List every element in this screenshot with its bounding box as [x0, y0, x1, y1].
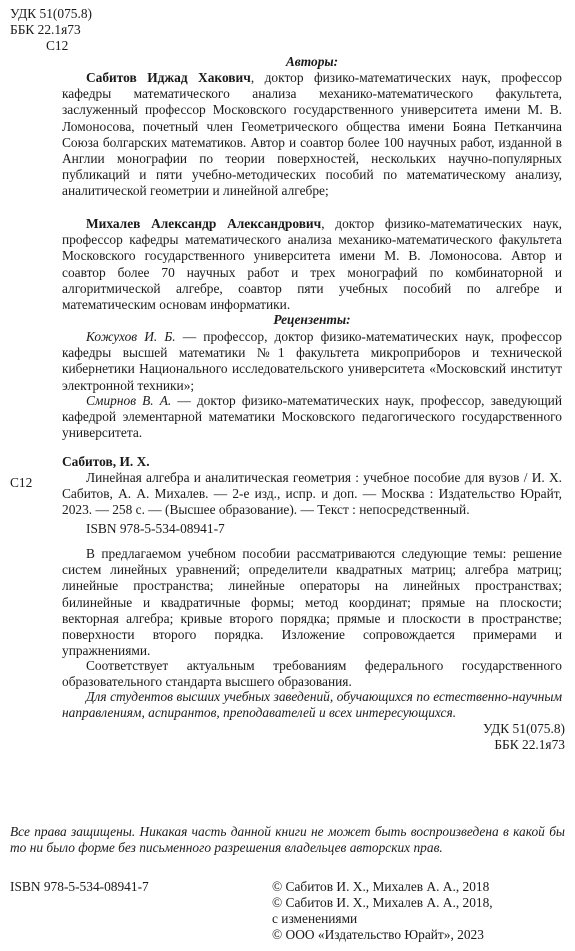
catalog-abstract-2: Соответствует актуальным требованиям федерального государственного образовательного стандарта высшего образования.: [62, 658, 562, 690]
author2-block: [62, 216, 562, 313]
reviewers-heading: Рецензенты:: [273, 312, 351, 327]
catalog-audience: Для студентов высших учебных заведений, обучающихся по естественно-научным направлениям, аспирантов, преподавателей и всех интересующихся.: [62, 689, 562, 721]
footer-isbn: ISBN 978-5-534-08941-7: [10, 879, 149, 894]
copyright-3: © ООО «Издательство Юрайт», 2023: [272, 927, 484, 942]
author1-name: Сабитов Иджад Хакович: [86, 70, 251, 85]
reviewer1-block: [62, 329, 562, 394]
reviewer1-bio: — профессор, доктор физико-математических наук, профессор кафедры высшей математики №1 факультета микроприборов и технической кибернетики Национального исследовательского университета «Московский институт электронной техники»;: [62, 329, 562, 393]
author1-bio: , доктор физико-математических наук, профессор кафедры математического анализа механико-математического факультета, заслуженный профессор Московского государственного университета имени М. В. Ломоносова, почетный член Геометрического общества имени Бояна Петканчина Союза болгарских математиков. Автор и соавтор более 100 научных работ, изданной в Англии монографии по теории поверхностей, нескольких научно-популярных публикаций и пяти учебно-методических пособий по математическому анализу, аналитической геометрии и линейной алгебре;: [62, 70, 562, 199]
reviewer2-bio: — доктор физико-математических наук, профессор, заведующий кафедрой элементарной математики Московского педагогического государственного университета.: [62, 393, 562, 441]
catalog-bbk: ББК 22.1я73: [494, 737, 565, 752]
catalog-code: С12: [10, 475, 33, 490]
catalog-isbn: ISBN 978-5-534-08941-7: [86, 521, 225, 536]
catalog-udk: УДК 51(075.8): [483, 721, 565, 736]
catalog-author: Сабитов, И. Х.: [62, 454, 150, 469]
header-bbk: ББК 22.1я73: [10, 22, 81, 37]
header-udk: УДК 51(075.8): [10, 6, 92, 21]
reviewer1-name: Кожухов И. Б.: [86, 329, 176, 344]
copyright-2b: с изменениями: [272, 911, 358, 926]
catalog-description: Линейная алгебра и аналитическая геометрия : учебное пособие для вузов / И. Х. Сабитов, А. А. Михалев. — 2-е изд., испр. и доп. — Москва : Издательство Юрайт, 2023. — 258 с. — (Высшее образование). — Текст : непосредственный.: [62, 470, 562, 518]
catalog-abstract-1: В предлагаемом учебном пособии рассматриваются следующие темы: решение систем линейных уравнений; определители квадратных матриц; алгебра матриц; линейные пространства; линейные операторы на линейных пространствах; билинейные и квадратичные формы; метод координат; прямые на плоскости; векторная алгебра; кривые второго порядка; прямые и плоскости в пространстве; поверхности второго порядка. Изложение сопровождается примерами и упражнениями.: [62, 546, 562, 659]
header-code: С12: [46, 38, 69, 53]
author2-bio: , доктор физико-математических наук, профессор кафедры математического анализа механико-математического факультета Московского государственного университета имени М. В. Ломоносова. Автор и соавтор более 70 научных работ и трех монографий по комбинаторной и алгоритмической алгебре, соавтор пяти учебных пособий по алгебре и математическим основам информатики.: [62, 216, 562, 313]
reviewer2-block: [62, 393, 562, 442]
copyright-1: © Сабитов И. Х., Михалев А. А., 2018: [272, 879, 490, 894]
rights-notice: Все права защищены. Никакая часть данной книги не может быть воспроизведена в какой бы то ни было форме без письменного разрешения владельцев авторских прав.: [10, 824, 565, 856]
author2-name: Михалев Александр Александрович: [86, 216, 322, 231]
authors-heading: Авторы:: [285, 54, 339, 69]
reviewer2-name: Смирнов В. А.: [86, 393, 172, 408]
author1-block: [62, 70, 562, 200]
copyright-2: © Сабитов И. Х., Михалев А. А., 2018,: [272, 895, 493, 910]
